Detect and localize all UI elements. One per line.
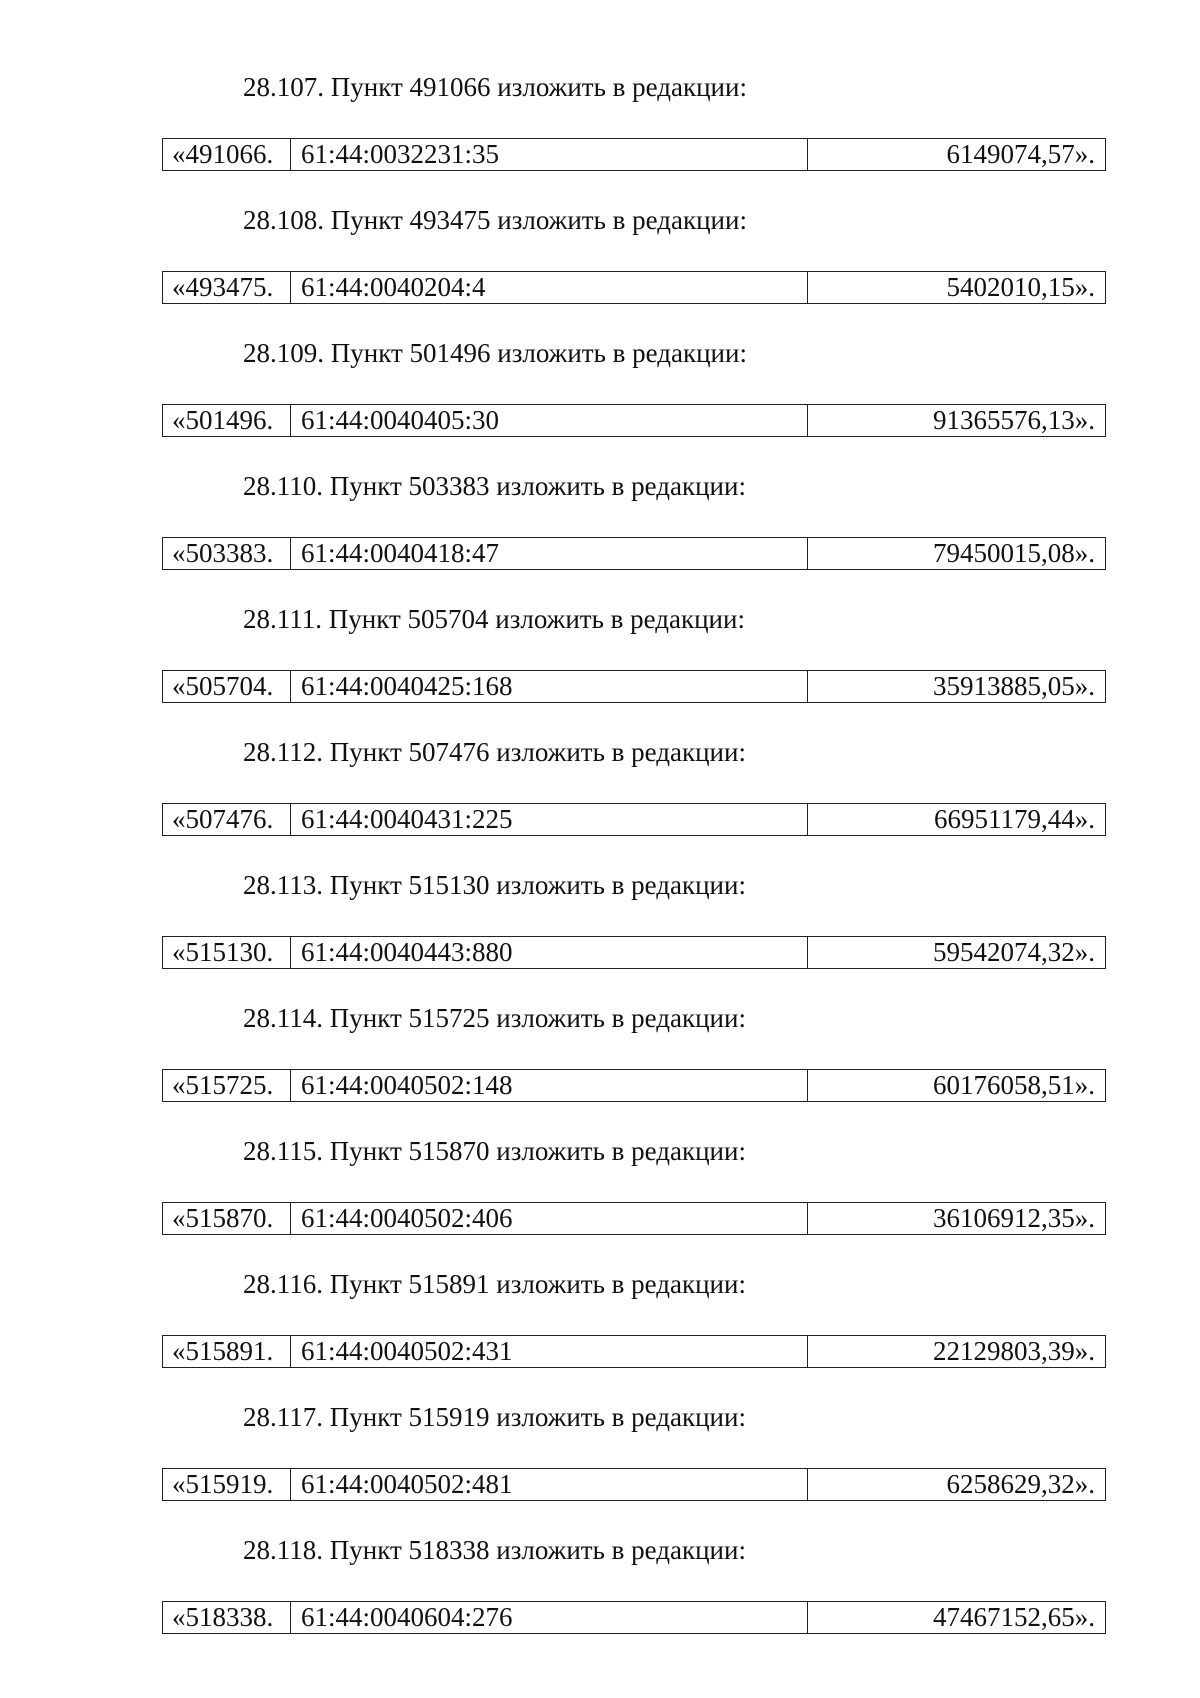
amendment-heading: 28.108. Пункт 493475 изложить в редакции:: [243, 205, 747, 235]
value-cell: 79450015,08».: [933, 538, 1095, 568]
item-number-cell: «507476.: [163, 804, 291, 835]
amendment-heading: 28.110. Пункт 503383 изложить в редакции:: [243, 471, 746, 501]
value-cell: 22129803,39».: [933, 1336, 1095, 1366]
value-cell: 60176058,51».: [933, 1070, 1095, 1100]
item-number-cell: «493475.: [163, 272, 291, 303]
table-row: [162, 670, 1106, 703]
table-row: [162, 1468, 1106, 1501]
table-row: [162, 1335, 1106, 1368]
cadastral-number-cell: 61:44:0040502:406: [291, 1203, 808, 1234]
cadastral-number-cell: 61:44:0040502:481: [291, 1469, 808, 1500]
cadastral-number-cell: 61:44:0040204:4: [291, 272, 808, 303]
item-number-cell: «503383.: [163, 538, 291, 569]
amendment-entry: [0, 471, 1200, 604]
amendment-entry: [0, 604, 1200, 737]
amendment-heading: 28.109. Пункт 501496 изложить в редакции:: [243, 338, 747, 368]
amendment-entry: [0, 1402, 1200, 1535]
value-cell: 35913885,05».: [933, 671, 1095, 701]
item-number-cell: «515891.: [163, 1336, 291, 1367]
amendment-entry: [0, 1136, 1200, 1269]
amendment-heading: 28.117. Пункт 515919 изложить в редакции:: [243, 1402, 746, 1432]
table-row: [162, 936, 1106, 969]
cadastral-number-cell: 61:44:0032231:35: [291, 139, 808, 170]
amendment-heading: 28.107. Пункт 491066 изложить в редакции:: [243, 72, 747, 102]
amendment-heading: 28.111. Пункт 505704 изложить в редакции:: [243, 604, 745, 634]
amendment-entry: [0, 1535, 1200, 1668]
amendment-entry: [0, 338, 1200, 471]
amendment-entry: [0, 72, 1200, 205]
amendment-entry: [0, 870, 1200, 1003]
table-row: [162, 271, 1106, 304]
item-number-cell: «515919.: [163, 1469, 291, 1500]
value-cell: 36106912,35».: [933, 1203, 1095, 1233]
item-number-cell: «505704.: [163, 671, 291, 702]
value-cell: 91365576,13».: [933, 405, 1095, 435]
amendment-entry: [0, 1269, 1200, 1402]
item-number-cell: «518338.: [163, 1602, 291, 1633]
cadastral-number-cell: 61:44:0040425:168: [291, 671, 808, 702]
value-cell: 47467152,65».: [933, 1602, 1095, 1632]
table-row: [162, 537, 1106, 570]
table-row: [162, 1601, 1106, 1634]
cadastral-number-cell: 61:44:0040418:47: [291, 538, 808, 569]
item-number-cell: «515725.: [163, 1070, 291, 1101]
item-number-cell: «515870.: [163, 1203, 291, 1234]
value-cell: 66951179,44».: [934, 804, 1095, 834]
table-row: [162, 404, 1106, 437]
table-row: [162, 803, 1106, 836]
cadastral-number-cell: 61:44:0040443:880: [291, 937, 808, 968]
amendment-entry: [0, 737, 1200, 870]
cadastral-number-cell: 61:44:0040502:148: [291, 1070, 808, 1101]
table-row: [162, 1202, 1106, 1235]
amendment-heading: 28.112. Пункт 507476 изложить в редакции:: [243, 737, 746, 767]
amendment-heading: 28.113. Пункт 515130 изложить в редакции:: [243, 870, 746, 900]
cadastral-number-cell: 61:44:0040405:30: [291, 405, 808, 436]
value-cell: 6149074,57».: [946, 139, 1095, 169]
value-cell: 5402010,15».: [946, 272, 1095, 302]
amendment-heading: 28.114. Пункт 515725 изложить в редакции:: [243, 1003, 746, 1033]
amendment-entry: [0, 205, 1200, 338]
amendment-entry: [0, 1003, 1200, 1136]
cadastral-number-cell: 61:44:0040431:225: [291, 804, 808, 835]
amendment-heading: 28.118. Пункт 518338 изложить в редакции:: [243, 1535, 746, 1565]
cadastral-number-cell: 61:44:0040502:431: [291, 1336, 808, 1367]
table-row: [162, 1069, 1106, 1102]
item-number-cell: «515130.: [163, 937, 291, 968]
cadastral-number-cell: 61:44:0040604:276: [291, 1602, 808, 1633]
item-number-cell: «501496.: [163, 405, 291, 436]
value-cell: 6258629,32».: [946, 1469, 1095, 1499]
table-row: [162, 138, 1106, 171]
item-number-cell: «491066.: [163, 139, 291, 170]
amendment-heading: 28.116. Пункт 515891 изложить в редакции:: [243, 1269, 746, 1299]
amendment-heading: 28.115. Пункт 515870 изложить в редакции:: [243, 1136, 746, 1166]
value-cell: 59542074,32».: [933, 937, 1095, 967]
